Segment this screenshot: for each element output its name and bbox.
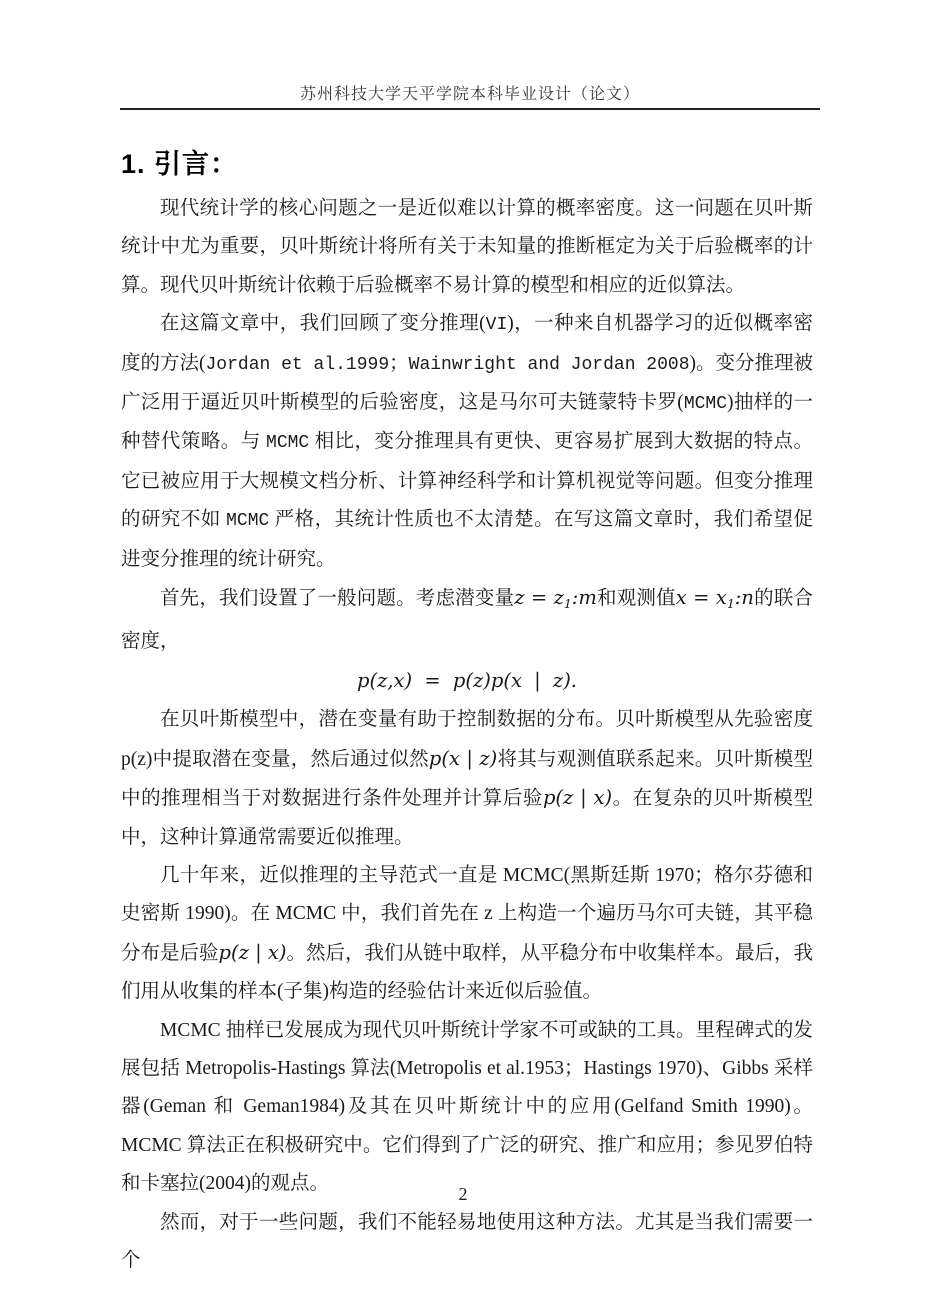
paragraph: MCMC 抽样已发展成为现代贝叶斯统计学家不可或缺的工具。里程碑式的发展包括 Metropolis-Hastings 算法(Metropolis et al.1953；Hastings 1970)、Gibbs 采样器(Geman 和 Geman1984)及其在贝叶斯统计中的应用(Gelfand Smith 1990)。MCMC 算法正在积极研究中。它们得到了广泛的研究、推广和应用；参见罗伯特和卡塞拉(2004)的观点。 <box>121 1019 813 1195</box>
header-title: 苏州科技大学天平学院本科毕业设计（论文） <box>299 86 640 103</box>
header-divider <box>120 108 820 110</box>
document-body <box>121 190 813 1280</box>
paragraph: 在这篇文章中，我们回顾了变分推理(VI)，一种来自机器学习的近似概率密度的方法(Jordan et al.1999；Wainwright and Jordan 2008)。变分推理被广泛用于逼近贝叶斯模型的后验密度，这是马尔可夫链蒙特卡罗(MCMC)抽样的一种替代策略。与 MCMC 相比，变分推理具有更快、更容易扩展到大数据的特点。它已被应用于大规模文档分析、计算神经科学和计算机视觉等问题。但变分推理的研究不如 MCMC 严格，其统计性质也不太清楚。在写这篇文章时，我们希望促进变分推理的统计研究。 <box>121 313 814 570</box>
section-heading: 1. 引言： <box>121 149 239 179</box>
paragraph: 然而，对于一些问题，我们不能轻易地使用这种方法。尤其是当我们需要一个 <box>121 1211 813 1271</box>
paragraph: 几十年来，近似推理的主导范式一直是 MCMC(黑斯廷斯 1970；格尔芬德和史密斯 1990)。在 MCMC 中，我们首先在 z 上构造一个遍历马尔可夫链，其平稳分布是后验p(z | x)。然后，我们从链中取样，从平稳分布中收集样本。最后，我们用从收集的样本(子集)构造的经验估计来近似后验值。 <box>121 864 813 1003</box>
page-header <box>120 85 820 110</box>
page-number: 2 <box>458 1184 468 1204</box>
paragraph: 首先，我们设置了一般问题。考虑潜变量$z = z_1:m$和观测值$x = x_1:n$的联合密度， <box>121 586 813 653</box>
formula-line: p(z,x) = p(z)p(x | z). <box>356 668 577 692</box>
paragraph: 现代统计学的核心问题之一是近似难以计算的概率密度。这一问题在贝叶斯统计中尤为重要，贝叶斯统计将所有关于未知量的推断框定为关于后验概率的计算。现代贝叶斯统计依赖于后验概率不易计算的模型和相应的近似算法。 <box>121 198 813 296</box>
paragraph: 在贝叶斯模型中，潜在变量有助于控制数据的分布。贝叶斯模型从先验密度 p(z)中提取潜在变量，然后通过似然p(x | z)将其与观测值联系起来。贝叶斯模型中的推理相当于对数据进行条件处理并计算后验p(z | x)。在复杂的贝叶斯模型中，这种计算通常需要近似推理。 <box>121 709 813 848</box>
